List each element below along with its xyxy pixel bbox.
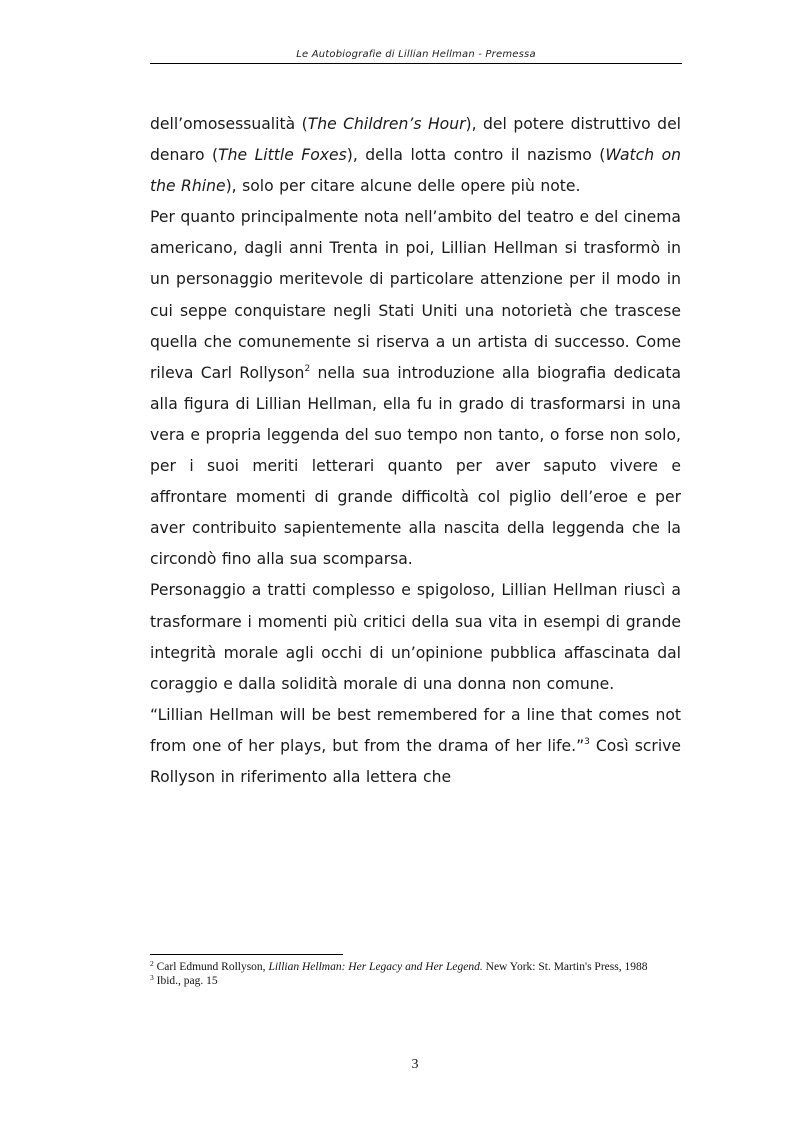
- quote-text: “Lillian Hellman will be best remembered for a line that comes not from one of her plays, but from the drama of her life.”: [150, 705, 681, 755]
- footnote-text: Carl Edmund Rollyson,: [153, 961, 269, 973]
- footnote-ref[interactable]: 3: [584, 736, 590, 747]
- running-header: Le Autobiografie di Lillian Hellman - Premessa: [296, 49, 536, 60]
- text-run: Personaggio a tratti complesso e spigoloso, Lillian Hellman riuscì a trasformare i momenti più critici della sua vita in esempi di grande integrità morale agli occhi di un’opinione pubblica affascinata dal coraggio e dalla solidità morale di una donna non comune.: [150, 581, 681, 693]
- footnote-number: 2: [150, 959, 154, 968]
- text-run: ), della lotta contro il nazismo (: [346, 146, 606, 165]
- text-run: ), solo per citare alcune delle opere più note.: [225, 177, 581, 196]
- page-number: 3: [411, 1057, 419, 1072]
- paragraph-2: [150, 202, 681, 575]
- footnote-ref[interactable]: 2: [304, 363, 311, 374]
- book-title: Lillian Hellman: Her Legacy and Her Legend.: [268, 961, 483, 973]
- footnotes: [150, 960, 681, 988]
- work-title: Watch on the Rhine: [150, 146, 681, 196]
- main-text: [150, 109, 681, 793]
- footnote-3: [150, 974, 681, 988]
- text-run: Per quanto principalmente nota nell’ambito del teatro e del cinema americano, dagli anni Trenta in poi, Lillian Hellman si trasformò in un personaggio meritevole di particolare attenzione per il modo in cui seppe conquistare negli Stati Uniti una notorietà che trascese quella che comunemente si riserva a un artista di successo. Come rileva Carl Rollyson: [150, 208, 681, 382]
- paragraph-4: [150, 700, 681, 793]
- work-title: The Little Foxes: [218, 146, 347, 165]
- text-run: Così scrive Rollyson in riferimento alla lettera che: [150, 736, 681, 786]
- text-run: dell’omosessualità (: [150, 115, 308, 133]
- paragraph-3: [150, 575, 681, 699]
- footnote-text: New York: St. Martin's Press, 1988: [482, 961, 648, 973]
- footnote-2: [150, 960, 681, 974]
- header-rule: [150, 63, 682, 64]
- footnote-text: Ibid., pag. 15: [153, 975, 218, 987]
- footnote-separator: [150, 954, 343, 955]
- paragraph-1: [150, 109, 681, 202]
- text-run: ), del potere distruttivo del denaro (: [150, 115, 682, 165]
- work-title: The Children’s Hour: [307, 115, 466, 133]
- text-run: nella sua introduzione alla biografia dedicata alla figura di Lillian Hellman, ella fu in grado di trasformarsi in una vera e propria leggenda del suo tempo non tanto, o forse non solo, per i suoi meriti letterari quanto per aver saputo vivere e affrontare momenti di grande difficoltà col piglio dell’eroe e per aver contribuito sapientemente alla nascita della leggenda che la circondò fino alla sua scomparsa.: [150, 363, 682, 569]
- footnote-number: 3: [150, 973, 154, 982]
